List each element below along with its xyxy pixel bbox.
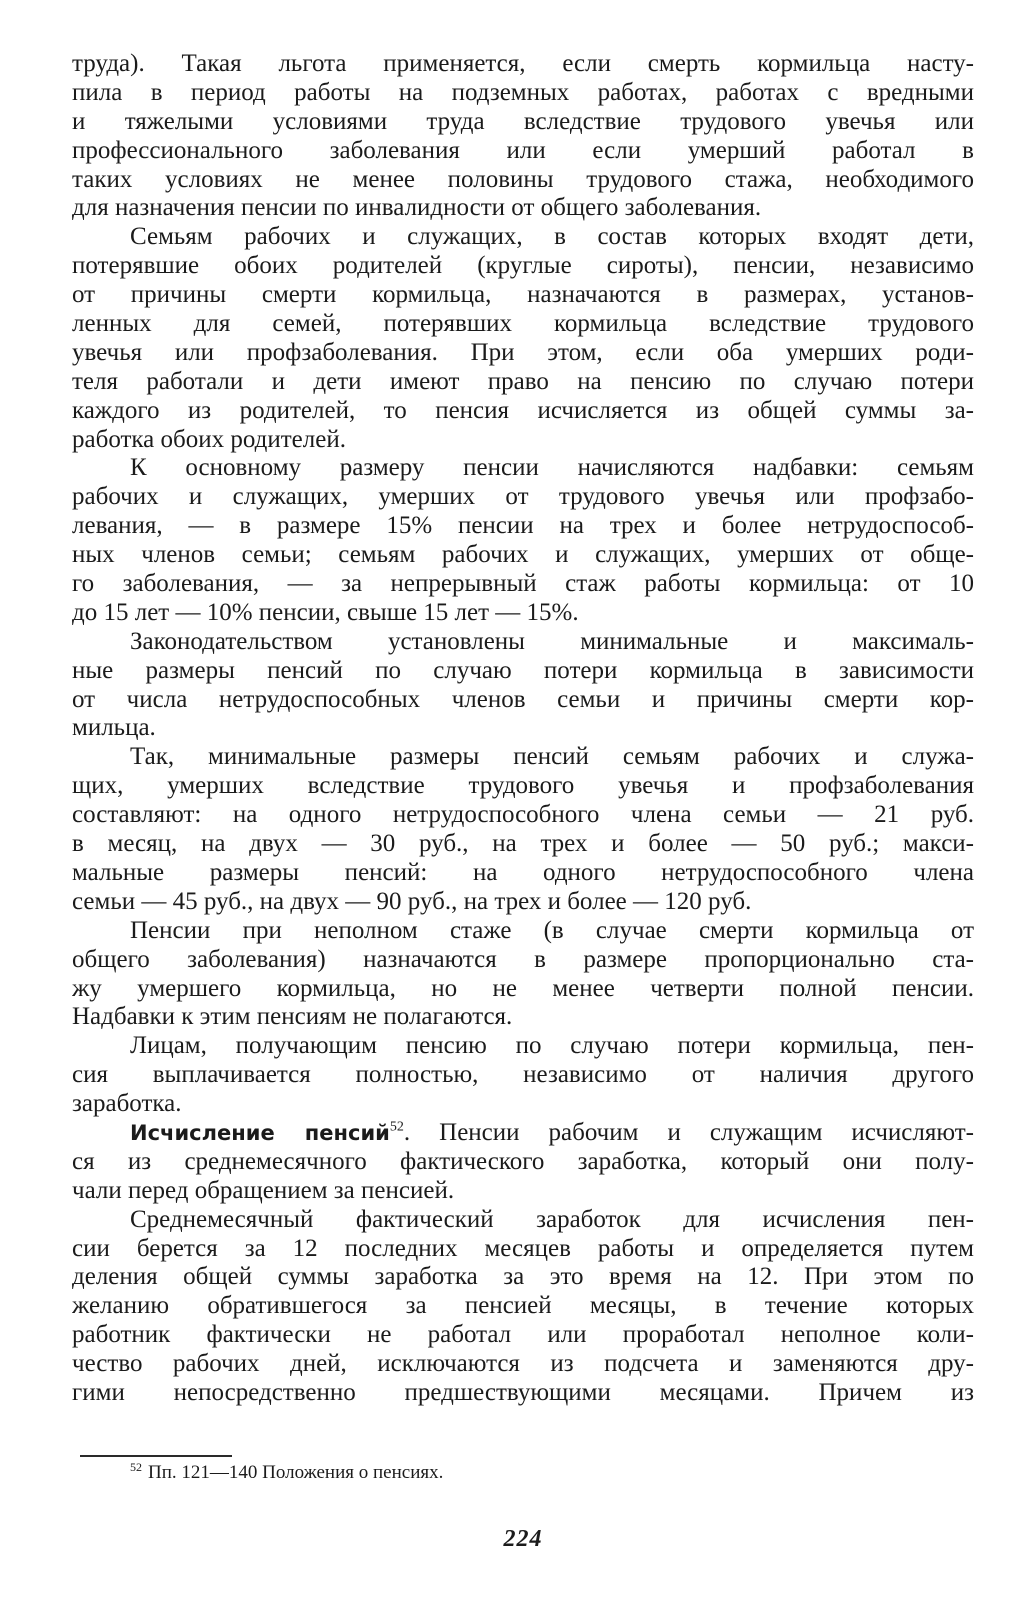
text-line — [72, 79, 974, 108]
text-line — [72, 252, 974, 281]
line-text: работка обоих родителей. — [72, 425, 346, 453]
line-text: Так, минимальные размеры пенсий семьям рабочих и служа- — [130, 743, 974, 771]
text-line — [72, 772, 974, 801]
text-line — [72, 166, 974, 195]
text-line — [72, 281, 974, 310]
line-text: труда). Такая льгота применяется, если смерть кормильца насту- — [72, 50, 974, 77]
text-body — [72, 50, 974, 1408]
line-text: ся из среднемесячного фактического заработка, который они полу- — [72, 1147, 974, 1175]
line-text: Надбавки к этим пенсиям не полагаются. — [72, 1003, 513, 1031]
text-line — [72, 1292, 974, 1321]
line-text: сии берется за 12 последних месяцев работы и определяется путем — [72, 1234, 974, 1262]
line-text: ных членов семьи; семьям рабочих и служащих, умерших от обще- — [72, 541, 974, 569]
line-text: жу умершего кормильца, но не менее четверти полной пенсии. — [72, 974, 974, 1002]
line-text: мальные размеры пенсий: на одного нетрудоспособного члена — [72, 858, 974, 886]
text-line — [72, 1032, 974, 1061]
line-text: ные размеры пенсий по случаю потери кормильца в зависимости — [72, 656, 974, 684]
text-line — [72, 1379, 974, 1408]
text-line — [72, 714, 974, 743]
text-line — [72, 801, 974, 830]
line-text: . Пенсии рабочим и служащим исчисляют- — [403, 1118, 974, 1146]
footnote — [130, 1461, 443, 1485]
footnote-reference: 52 — [389, 1119, 404, 1135]
line-text: ленных для семей, потерявших кормильца вследствие трудового — [72, 310, 974, 338]
section-heading: Исчисление пенсий — [130, 1120, 390, 1145]
line-text: семьи — 45 руб., на двух — 90 руб., на трех и более — 120 руб. — [72, 887, 752, 915]
text-line — [72, 454, 974, 483]
line-text: профессионального заболевания или если умерший работал в — [72, 136, 974, 164]
line-text: щих, умерших вследствие трудового увечья и профзаболевания — [72, 772, 974, 800]
text-line — [72, 483, 974, 512]
line-text: теля работали и дети имеют право на пенсию по случаю потери — [72, 367, 974, 395]
line-text: Пенсии при неполном стаже (в случае смерти кормильца от — [130, 916, 974, 944]
text-line — [72, 1061, 974, 1090]
text-line — [72, 628, 974, 657]
line-text: Законодательством установлены минимальные и максималь- — [130, 627, 974, 655]
line-text: левания, — в размере 15% пенсии на трех и более нетрудоспособ- — [72, 512, 974, 540]
line-text: общего заболевания) назначаются в размере пропорционально ста- — [72, 945, 974, 973]
text-line — [72, 1350, 974, 1379]
footnote-mark: 52 — [130, 1459, 142, 1474]
text-line — [72, 108, 974, 137]
line-text: чество рабочих дней, исключаются из подсчета и заменяются дру- — [72, 1350, 974, 1378]
text-line — [72, 1235, 974, 1264]
text-line — [72, 599, 974, 628]
line-text: работник фактически не работал или проработал неполное коли- — [72, 1321, 974, 1349]
text-line — [72, 223, 974, 252]
text-line — [72, 1177, 974, 1206]
line-text: чали перед обращением за пенсией. — [72, 1176, 455, 1204]
text-line — [72, 975, 974, 1004]
text-line — [72, 917, 974, 946]
text-line — [72, 1263, 974, 1292]
line-text: от причины смерти кормильца, назначаются в размерах, установ- — [72, 281, 974, 309]
line-text: Среднемесячный фактический заработок для исчисления пен- — [130, 1205, 974, 1233]
line-text: Семьям рабочих и служащих, в состав которых входят дети, — [130, 223, 974, 251]
line-text: каждого из родителей, то пенсия исчисляется из общей суммы за- — [72, 396, 974, 424]
text-line — [72, 686, 974, 715]
line-text: от числа нетрудоспособных членов семьи и причины смерти кор- — [72, 685, 974, 713]
line-text: го заболевания, — за непрерывный стаж работы кормильца: от 10 — [72, 570, 974, 598]
line-text: для назначения пенсии по инвалидности от общего заболевания. — [72, 194, 762, 222]
text-line — [72, 368, 974, 397]
text-line — [72, 1206, 974, 1235]
text-line — [72, 541, 974, 570]
page-number: 224 — [503, 1526, 543, 1552]
text-line — [72, 946, 974, 975]
line-text: потерявшие обоих родителей (круглые сироты), пенсии, независимо — [72, 252, 974, 280]
line-text: и тяжелыми условиями труда вследствие трудового увечья или — [72, 107, 974, 135]
text-line — [72, 1148, 974, 1177]
line-text: таких условиях не менее половины трудового стажа, необходимого — [72, 165, 974, 193]
text-line — [72, 426, 974, 455]
line-text: деления общей суммы заработка за это время на 12. При этом по — [72, 1263, 974, 1291]
line-text: мильца. — [72, 714, 156, 742]
line-text: К основному размеру пенсии начисляются надбавки: семьям — [130, 454, 974, 482]
text-line — [72, 50, 974, 79]
line-text: увечья или профзаболевания. При этом, если оба умерших роди- — [72, 338, 974, 366]
text-line — [72, 570, 974, 599]
text-line — [72, 339, 974, 368]
footnote-rule — [80, 1455, 232, 1457]
line-text: заработка. — [72, 1090, 182, 1118]
footnote-text: Пп. 121—140 Положения о пенсиях. — [148, 1462, 444, 1483]
text-line — [72, 397, 974, 426]
text-line — [72, 310, 974, 339]
line-text: до 15 лет — 10% пенсии, свыше 15 лет — 15%. — [72, 598, 579, 626]
line-text: гими непосредственно предшествующими месяцами. Причем из — [72, 1378, 974, 1406]
text-line — [72, 1321, 974, 1350]
text-line — [72, 859, 974, 888]
line-text: в месяц, на двух — 30 руб., на трех и более — 50 руб.; макси- — [72, 830, 974, 858]
line-text: Лицам, получающим пенсию по случаю потери кормильца, пен- — [130, 1032, 974, 1060]
line-text: составляют: на одного нетрудоспособного члена семьи — 21 руб. — [72, 801, 974, 829]
line-text: рабочих и служащих, умерших от трудового увечья или профзабо- — [72, 483, 974, 511]
line-text: желанию обратившегося за пенсией месяцы, в течение которых — [72, 1292, 974, 1320]
text-line — [72, 1119, 974, 1148]
line-text: пила в период работы на подземных работах, работах с вредными — [72, 78, 974, 106]
text-line — [72, 512, 974, 541]
text-line — [72, 1003, 974, 1032]
text-line — [72, 830, 974, 859]
text-line — [72, 657, 974, 686]
text-line — [72, 888, 974, 917]
text-line — [72, 194, 974, 223]
page-body — [72, 50, 974, 1570]
text-line — [72, 743, 974, 772]
text-line — [72, 1090, 974, 1119]
line-text: сия выплачивается полностью, независимо от наличия другого — [72, 1061, 974, 1089]
text-line — [72, 137, 974, 166]
